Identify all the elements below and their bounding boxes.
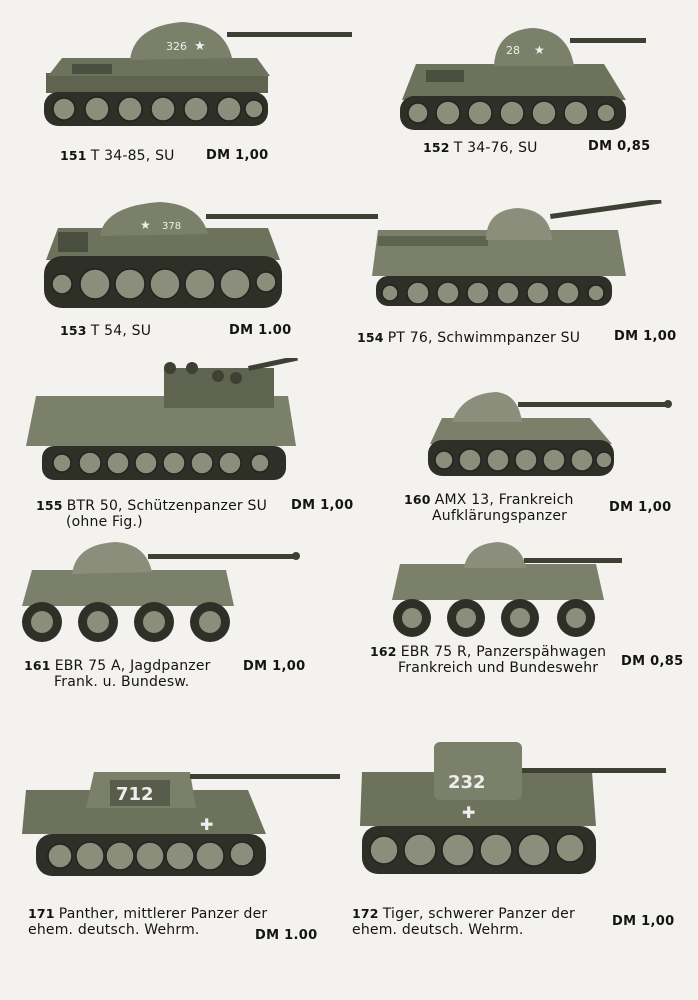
item-name-line2: (ohne Fig.) xyxy=(66,514,143,530)
tank-image-t54 xyxy=(40,196,380,313)
item-number: 172 xyxy=(352,906,379,921)
tank-image-amx13 xyxy=(422,382,672,482)
price-160: DM 1,00 xyxy=(609,500,672,515)
item-number: 160 xyxy=(404,492,431,507)
price-161: DM 1,00 xyxy=(243,659,306,674)
caption-160 xyxy=(404,492,574,524)
item-number: 154 xyxy=(357,330,384,345)
tank-image-t34-76 xyxy=(398,20,650,132)
item-name: PT 76, Schwimmpanzer SU xyxy=(387,330,581,346)
item-name-line2: Frankreich und Bundeswehr xyxy=(398,660,599,676)
item-number: 162 xyxy=(370,644,397,659)
item-name: BTR 50, Schützenpanzer SU xyxy=(66,498,268,514)
caption-161 xyxy=(24,658,211,690)
item-name-line2: Aufklärungspanzer xyxy=(432,508,568,524)
item-name-line2: ehem. deutsch. Wehrm. xyxy=(352,922,524,938)
price-153: DM 1.00 xyxy=(229,323,292,338)
item-number: 153 xyxy=(60,323,87,338)
tank-image-tiger xyxy=(358,738,670,878)
item-name: T 54, SU xyxy=(90,323,152,339)
caption-152 xyxy=(423,140,538,156)
svg-text:✚: ✚ xyxy=(200,815,214,834)
item-name: Tiger, schwerer Panzer der xyxy=(382,906,575,922)
tank-image-ebr75r xyxy=(390,540,624,640)
item-name: EBR 75 A, Jagdpanzer xyxy=(54,658,211,674)
item-number: 151 xyxy=(60,148,87,163)
turret-marking: 28 xyxy=(506,44,520,57)
item-name-line2: ehem. deutsch. Wehrm. xyxy=(28,922,200,938)
price-171: DM 1.00 xyxy=(255,928,318,943)
item-name: EBR 75 R, Panzerspähwagen xyxy=(400,644,607,660)
price-172: DM 1,00 xyxy=(612,914,675,929)
tank-image-pt76 xyxy=(368,200,666,318)
price-151: DM 1,00 xyxy=(206,148,269,163)
caption-153 xyxy=(60,323,151,339)
svg-text:★: ★ xyxy=(194,39,206,54)
price-154: DM 1,00 xyxy=(614,329,677,344)
tank-image-btr50 xyxy=(22,358,298,490)
caption-151 xyxy=(60,148,175,164)
caption-155 xyxy=(36,498,267,530)
tank-image-t34-85 xyxy=(42,18,354,133)
item-number: 152 xyxy=(423,140,450,155)
tank-image-panther xyxy=(20,750,342,880)
caption-162 xyxy=(370,644,606,676)
tank-image-ebr75a xyxy=(20,540,300,644)
price-162: DM 0,85 xyxy=(621,654,684,669)
turret-marking: 378 xyxy=(162,221,182,232)
svg-text:★: ★ xyxy=(534,43,545,57)
turret-marking: 326 xyxy=(166,40,187,53)
caption-172 xyxy=(352,906,575,938)
item-name: T 34-76, SU xyxy=(453,140,538,156)
item-name: Panther, mittlerer Panzer der xyxy=(58,906,268,922)
item-number: 155 xyxy=(36,498,63,513)
item-name: T 34-85, SU xyxy=(90,148,175,164)
price-152: DM 0,85 xyxy=(588,139,651,154)
item-number: 161 xyxy=(24,658,51,673)
turret-marking: 712 xyxy=(116,784,154,805)
item-name: AMX 13, Frankreich xyxy=(434,492,574,508)
item-name-line2: Frank. u. Bundesw. xyxy=(54,674,190,690)
svg-text:✚: ✚ xyxy=(462,803,476,822)
caption-171 xyxy=(28,906,267,938)
price-155: DM 1,00 xyxy=(291,498,354,513)
item-number: 171 xyxy=(28,906,55,921)
turret-marking: 232 xyxy=(448,772,486,793)
caption-154 xyxy=(357,330,580,346)
svg-text:★: ★ xyxy=(140,218,151,232)
